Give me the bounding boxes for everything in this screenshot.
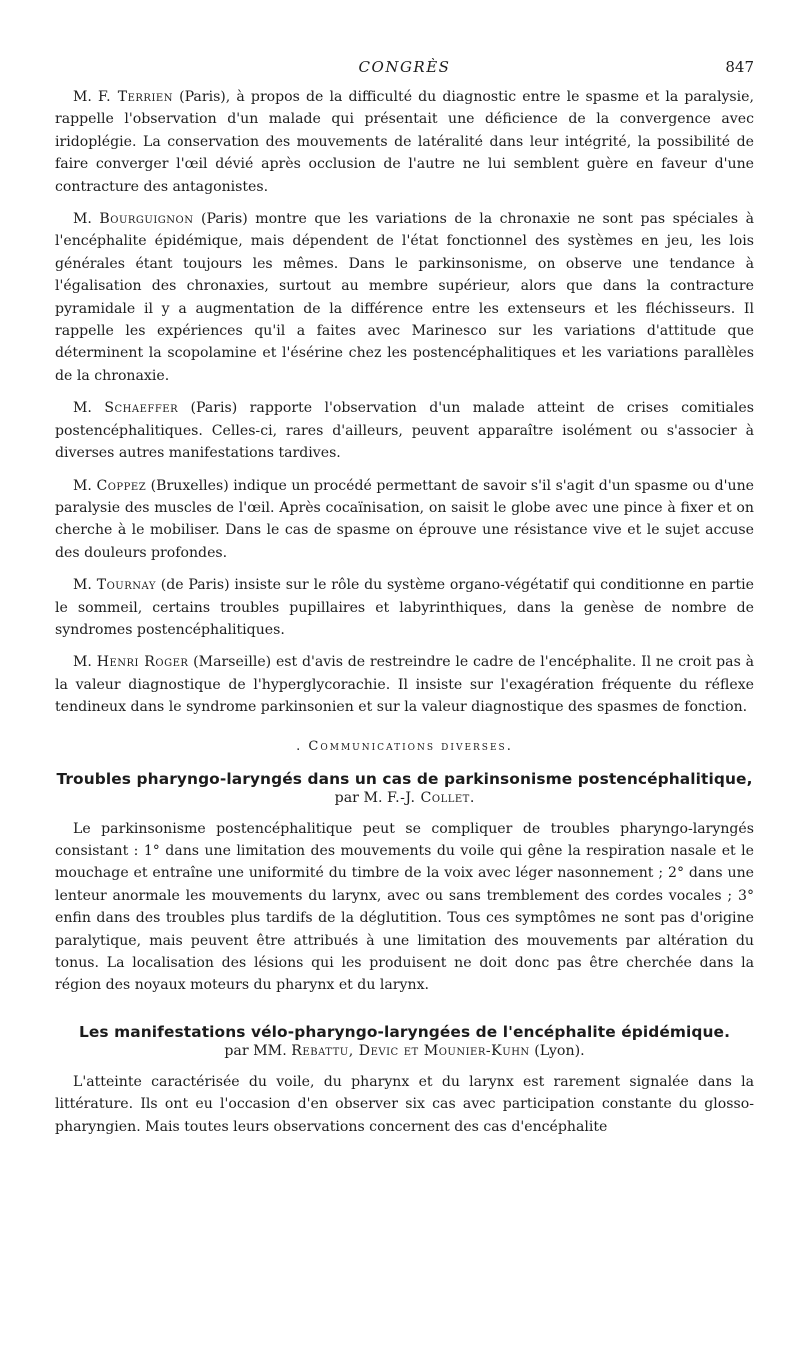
running-head (55, 58, 754, 86)
paragraph-prefix: M. (73, 577, 97, 594)
page-number: 847 (725, 58, 754, 76)
speaker-name: Tournay (96, 577, 156, 594)
speaker-name: Bourguignon (99, 211, 194, 228)
speaker-name: F. Terrien (98, 89, 173, 105)
paragraph-coppez (55, 475, 754, 565)
byline-suffix: (Lyon). (529, 1042, 585, 1059)
byline-suffix: . (469, 789, 475, 806)
paragraph-text: (Paris), à propos de la difficulté du diagnostic entre le spasme et la paralysie, rappelle l'observation d'un malade qui présentait une déficience de la convergence avec iridoplégie. La conservation des mouvements de latéralité dans leur intégrité, la possibilité de faire converger l'œil dévié après occlusion de l'autre ne lui semblent guère en faveur d'une contracture des antagonistes. (55, 89, 754, 195)
paragraph-schaeffer (55, 397, 754, 464)
speaker-name: Schaeffer (104, 400, 179, 417)
paragraph-prefix: M. (73, 654, 97, 671)
byline-prefix: par M. (334, 789, 387, 806)
paragraph-text: (Paris) rapporte l'observation d'un malade atteint de crises comitiales postencéphalitiques. Celles-ci, rares d'ailleurs, peuvent apparaître isolément ou s'associer à diverses autres manifestations tardives. (55, 400, 754, 462)
byline-prefix: par MM. (224, 1042, 292, 1059)
paragraph-bourguignon (55, 208, 754, 387)
paragraph-terrien (55, 86, 754, 198)
paragraph-text: (Bruxelles) indique un procédé permettant de savoir s'il s'agit d'un spasme ou d'une paralysie des muscles de l'œil. Après cocaïnisation, on saisit le globe avec une pince à fixer et on cherche à le mobiliser. Dans le cas de spasme on éprouve une résistance vive et le sujet accuse des douleurs profondes. (55, 477, 754, 561)
article-byline (55, 1043, 754, 1059)
article-byline (55, 790, 754, 806)
running-title: CONGRÈS (358, 58, 451, 76)
paragraph-text: (Marseille) est d'avis de restreindre le cadre de l'encéphalite. Il ne croit pas à la valeur diagnostique de l'hyperglycorachie. Il insiste sur l'exagération fréquente du réflexe tendineux dans le syndrome parkinsonien et sur la valeur diagnostique des spasmes de fonction. (55, 654, 754, 716)
paragraph-text: (de Paris) insiste sur le rôle du système organo-végétatif qui conditionne en partie le sommeil, certains troubles pupillaires et labyrinthiques, dans la genèse de nombre de syndromes postencéphalitiques. (55, 577, 754, 638)
paragraph-prefix: M. (73, 89, 99, 105)
paragraph-tournay (55, 574, 754, 641)
paragraph-roger (55, 651, 754, 718)
byline-authors: F.-J. Collet (387, 789, 470, 806)
paragraph-prefix: M. (73, 211, 100, 228)
section-title: . Communications diverses. (296, 738, 513, 754)
article-title: Les manifestations vélo-pharyngo-laryngées de l'encéphalite épidémique. (78, 1022, 731, 1041)
article-body: L'atteinte caractérisée du voile, du pharynx et du larynx est rarement signalée dans la littérature. Ils ont eu l'occasion d'en observer six cas avec participation constante du glosso-pharyngien. Mais toutes leurs observations concernent des cas d'encéphalite (55, 1073, 754, 1135)
paragraph-text: (Paris) montre que les variations de la chronaxie ne sont pas spéciales à l'encéphalite épidémique, mais dépendent de l'état fonctionnel des systèmes en jeu, les lois générales étant toujours les mêmes. Dans le parkinsonisme, on observe une tendance à l'égalisation des chronaxies, surtout au membre supérieur, alors que dans la contracture pyramidale il y a augmentation de la différence entre les extenseurs et les fléchisseurs. Il rappelle les expériences qu'il a faites avec Marinesco sur les variations d'attitude que déterminent la scopolamine et l'ésérine chez les postencéphalitiques et les variations parallèles de la chronaxie. (55, 211, 754, 384)
paragraph-prefix: M. (73, 477, 97, 494)
byline-authors: Rebattu, Devic et Mounier-Kuhn (291, 1042, 530, 1059)
speaker-name: Coppez (96, 477, 147, 494)
article-body: Le parkinsonisme postencéphalitique peut se compliquer de troubles pharyngo-laryngés consistant : 1° dans une limitation des mouvements du voile qui gêne la respiration nasale et le mouchage et entraîne une uniformité du timbre de la voix avec léger nasonnement ; 2° dans une lenteur anormale les mouvements du larynx, avec ou sans tremblement des cordes vocales ; 3° enfin dans des troubles plus tardifs de la déglutition. Tous ces symptômes ne sont pas d'origine paralytique, mais peuvent être attribués à une limitation des mouvements par altération du tonus. La localisation des lésions qui les produisent ne doit donc pas être cherchée dans la région des noyaux moteurs du pharynx et du larynx. (55, 820, 754, 994)
spacer (55, 1007, 754, 1017)
paragraph-prefix: M. (73, 400, 105, 417)
article-title: Troubles pharyngo-laryngés dans un cas de parkinsonisme postencéphalitique, (56, 769, 753, 788)
speaker-name: Henri Roger (96, 654, 189, 671)
